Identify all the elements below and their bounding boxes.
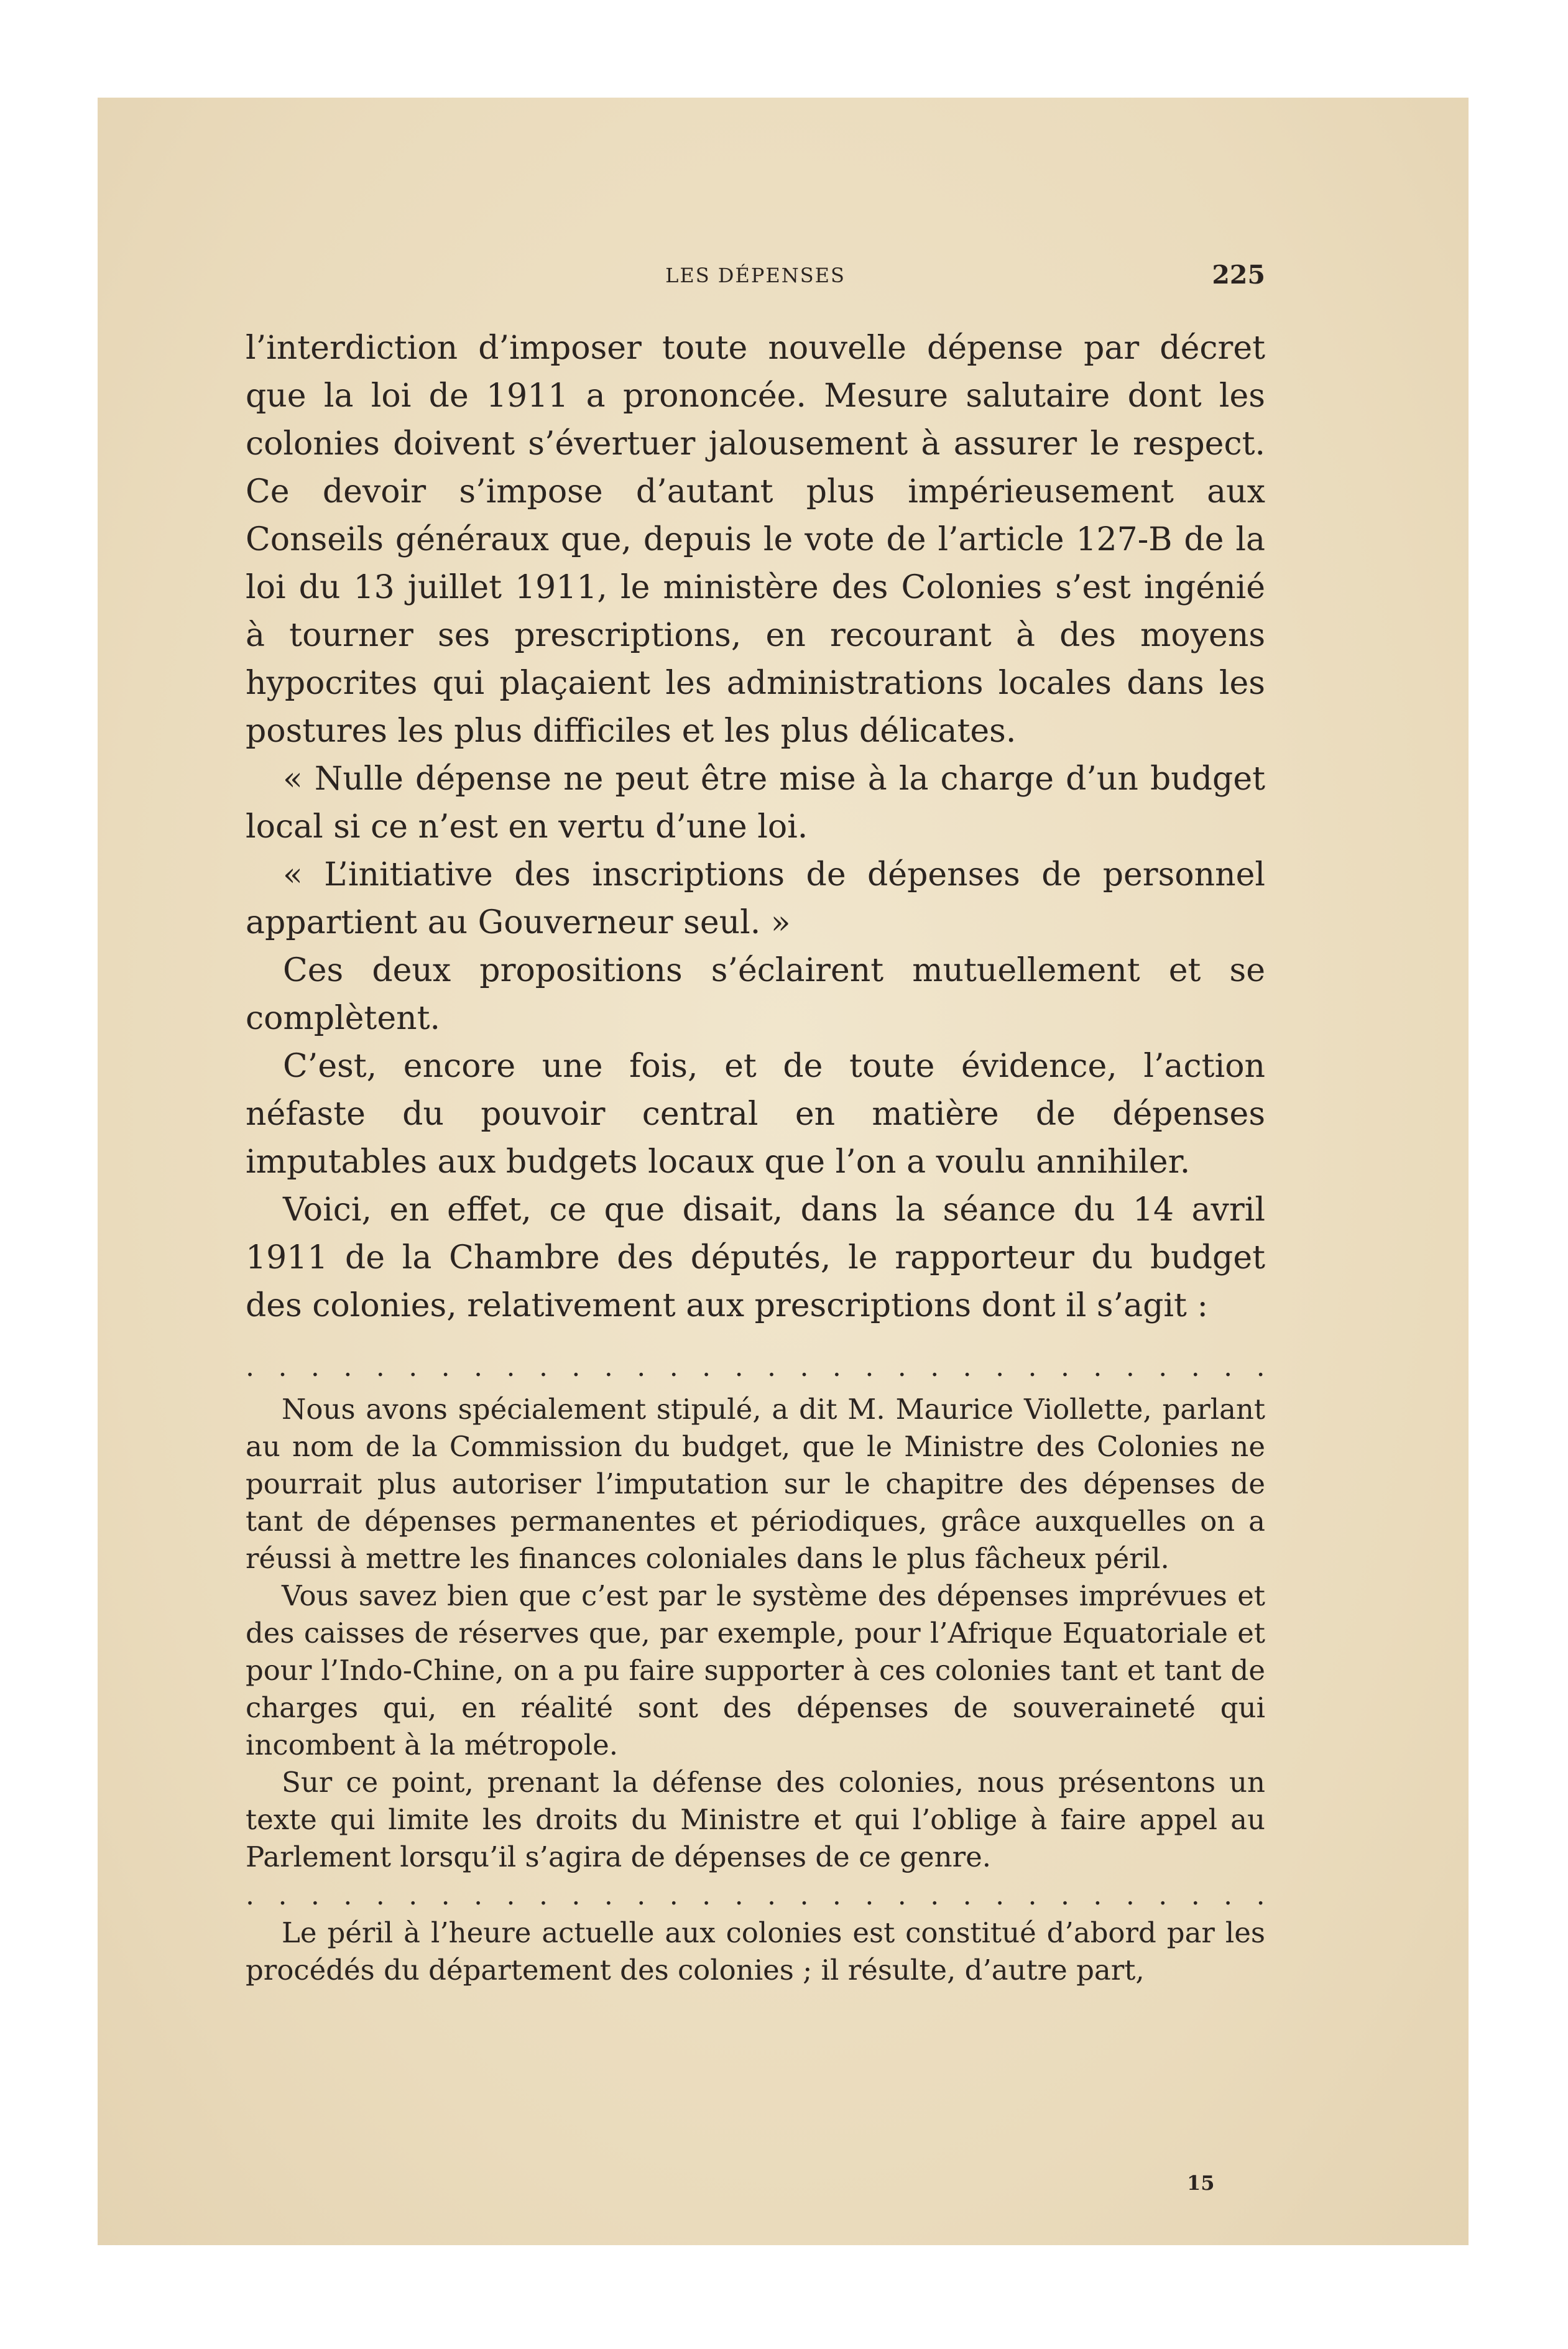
paragraph: l’interdiction d’imposer toute nouvelle dépense par décret que la loi de 1911 a prononcée. Mesure salutaire dont les colonies doivent s’évertuer jalousement à assurer le respect. Ce devoir s’impose d’autant plus impérieusement aux Conseils généraux que, depuis le vote de l’article 127-B de la loi du 13 juillet 1911, le ministère des Colonies s’est ingénié à tourner ses prescriptions, en recourant à des moyens hypocrites qui plaçaient les administrations locales dans les postures les plus difficiles et les plus délicates.	[246, 330, 1265, 750]
quote-paragraph: Nous avons spécialement stipulé, a dit M. Maurice Viollette, parlant au nom de la Commission du budget, que le Ministre des Colonies ne pourrait plus autoriser l’imputation sur le chapitre des dépenses de tant de dépenses permanentes et périodiques, grâce auxquelles on a réussi à mettre les finances coloniales dans le plus fâcheux péril.	[246, 1393, 1265, 1575]
paragraph: « L’initiative des inscriptions de dépenses de personnel appartient au Gouverneur seul. »	[246, 856, 1265, 941]
quote-paragraph: Sur ce point, prenant la défense des colonies, nous présentons un texte qui limite les droits du Ministre et qui l’oblige à faire appel au Parlement lorsqu’il s’agira de dépenses de ce genre.	[246, 1766, 1265, 1873]
continuation-text	[246, 1914, 1265, 1989]
ellipsis-divider: . . . . . . . . . . . . . . . . . . . . . . . . . . . . . . . .	[246, 1880, 1265, 1911]
running-title: LES DÉPENSES	[665, 264, 846, 287]
quotation-block	[246, 1351, 1265, 1989]
page-header	[246, 255, 1265, 292]
printer-signature-mark: 15	[1187, 2171, 1215, 2195]
quote-paragraph: Vous savez bien que c’est par le système des dépenses imprévues et des caisses de réserves que, par exemple, pour l’Afrique Equatoriale et pour l’Indo-Chine, on a pu faire supporter à ces colonies tant et tant de charges qui, en réalité sont des dépenses de souveraineté qui incombent à la métropole.	[246, 1579, 1265, 1761]
paragraph: Le péril à l’heure actuelle aux colonies est constitué d’abord par les procédés du département des colonies ; il résulte, d’autre part,	[246, 1916, 1265, 1987]
paragraph: Voici, en effet, ce que disait, dans la séance du 14 avril 1911 de la Chambre des députés, le rapporteur du budget des colonies, relativement aux prescriptions dont il s’agit :	[246, 1191, 1265, 1324]
paragraph: Ces deux propositions s’éclairent mutuellement et se complètent.	[246, 952, 1265, 1037]
paragraph: « Nulle dépense ne peut être mise à la charge d’un budget local si ce n’est en vertu d’une loi.	[246, 760, 1265, 846]
book-page	[98, 98, 1469, 2245]
page-number: 225	[1212, 260, 1265, 290]
ellipsis-divider: . . . . . . . . . . . . . . . . . . . . . . . . . . . . . . . .	[246, 1351, 1265, 1383]
quotation-text	[246, 1391, 1265, 1876]
paragraph: C’est, encore une fois, et de toute évidence, l’action néfaste du pouvoir central en matière de dépenses imputables aux budgets locaux que l’on a voulu annihiler.	[246, 1048, 1265, 1181]
main-text	[246, 325, 1265, 1330]
